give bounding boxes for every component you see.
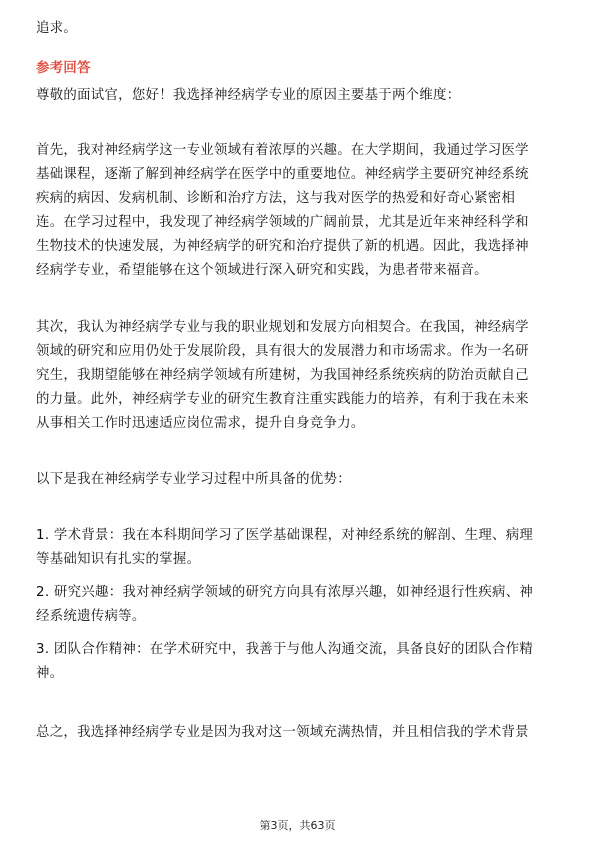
list-item-line: 1. 学术背景：我在本科期间学习了医学基础课程，对神经系统的解剖、生理、病理 bbox=[36, 528, 534, 543]
para2-line: 领域的研究和应用仍处于发展阶段，具有很大的发展潜力和市场需求。作为一名研 bbox=[36, 344, 529, 359]
list-item-line: 2. 研究兴趣：我对神经病学领域的研究方向具有浓厚兴趣，如神经退行性疾病、神 bbox=[36, 585, 534, 600]
page-number: 第3页，共63页 bbox=[259, 819, 336, 832]
para2-line: 其次，我认为神经病学专业与我的职业规划和发展方向相契合。在我国，神经病学 bbox=[36, 320, 529, 335]
list-item-line: 经系统遗传病等。 bbox=[36, 609, 146, 624]
para2-line: 究生，我期望能够在神经病学领域有所建树，为我国神经系统疾病的防治贡献自己 bbox=[36, 368, 529, 383]
section-heading: 参考回答 bbox=[36, 61, 91, 76]
para1-line: 首先，我对神经病学这一专业领域有着浓厚的兴趣。在大学期间，我通过学习医学 bbox=[36, 143, 529, 158]
greeting-line: 尊敬的面试官，您好！我选择神经病学专业的原因主要基于两个维度： bbox=[36, 88, 461, 103]
list-item-line: 神。 bbox=[36, 666, 64, 681]
para2-line: 从事相关工作时迅速适应岗位需求，提升自身竞争力。 bbox=[36, 416, 365, 431]
list-item-line: 等基础知识有扎实的掌握。 bbox=[36, 552, 201, 567]
para1-line: 连。在学习过程中，我发现了神经病学领域的广阔前景，尤其是近年来神经科学和 bbox=[36, 215, 529, 230]
intro-tail: 追求。 bbox=[36, 21, 78, 36]
para2-line: 的力量。此外，神经病学专业的研究生教育注重实践能力的培养，有利于我在未来 bbox=[36, 392, 529, 407]
para1-line: 生物技术的快速发展，为神经病学的研究和治疗提供了新的机遇。因此，我选择神 bbox=[36, 239, 529, 254]
para1-line: 基础课程，逐渐了解到神经病学在医学中的重要地位。神经病学主要研究神经系统 bbox=[36, 167, 529, 182]
para1-line: 经病学专业，希望能够在这个领域进行深入研究和实践，为患者带来福音。 bbox=[36, 263, 488, 278]
list-item-line: 3. 团队合作精神：在学术研究中，我善于与他人沟通交流，具备良好的团队合作精 bbox=[36, 642, 534, 657]
conclusion-line: 总之，我选择神经病学专业是因为我对这一领域充满热情，并且相信我的学术背景 bbox=[36, 725, 529, 740]
advantages-intro: 以下是我在神经病学专业学习过程中所具备的优势： bbox=[36, 472, 351, 487]
para1-line: 疾病的病因、发病机制、诊断和治疗方法，这与我对医学的热爱和好奇心紧密相 bbox=[36, 191, 516, 206]
